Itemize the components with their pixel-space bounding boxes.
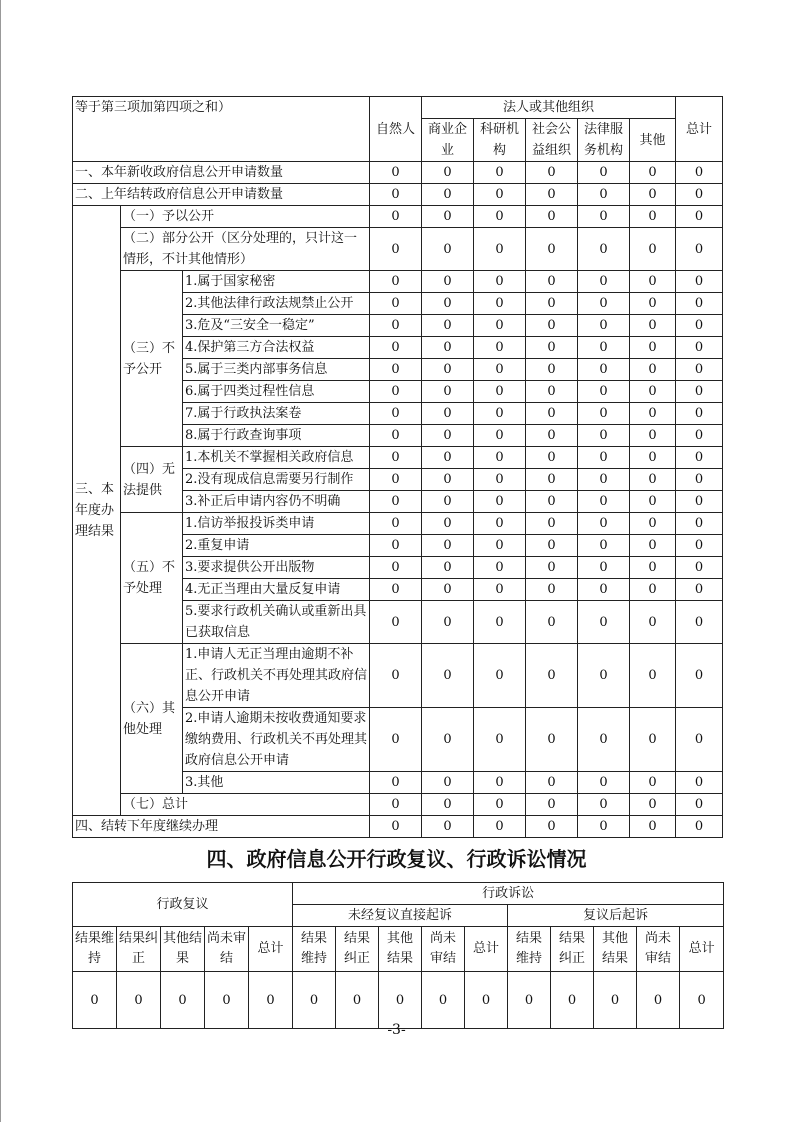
sub-item-label: 3.补正后申请内容仍不明确 — [183, 491, 370, 513]
group-unable: （四）无法提供 — [121, 447, 183, 513]
count-cell: 0 — [680, 972, 724, 1029]
sub-item-label: 2.没有现成信息需要另行制作 — [183, 469, 370, 491]
sub-item-label: 3.要求提供公开出版物 — [183, 557, 370, 579]
count-cell: 0 — [474, 228, 526, 271]
count-cell: 0 — [293, 972, 336, 1029]
group-not-disclosed: （三）不予公开 — [121, 271, 183, 447]
count-cell: 0 — [422, 535, 474, 557]
count-cell: 0 — [526, 708, 578, 772]
count-cell: 0 — [630, 794, 676, 816]
header-corner-cell: 等于第三项加第四项之和） — [73, 97, 370, 162]
count-cell: 0 — [422, 337, 474, 359]
count-cell: 0 — [676, 403, 723, 425]
header-commercial: 商业企业 — [422, 119, 474, 162]
header-total: 总计 — [676, 97, 723, 162]
table-row — [73, 972, 724, 1029]
count-cell: 0 — [630, 708, 676, 772]
column-header: 其他结果 — [379, 927, 422, 972]
column-header: 其他结果 — [161, 927, 205, 972]
count-cell: 0 — [676, 794, 723, 816]
count-cell: 0 — [526, 184, 578, 206]
count-cell: 0 — [474, 425, 526, 447]
count-cell: 0 — [474, 601, 526, 644]
count-cell: 0 — [526, 293, 578, 315]
application-results-table — [72, 96, 723, 838]
table-row — [73, 162, 723, 184]
count-cell: 0 — [630, 337, 676, 359]
count-cell: 0 — [422, 381, 474, 403]
sub-item-label: 3.其他 — [183, 772, 370, 794]
sub-item-label: 5.属于三类内部事务信息 — [183, 359, 370, 381]
row-new-requests: 一、本年新收政府信息公开申请数量 — [73, 162, 370, 184]
count-cell: 0 — [526, 271, 578, 293]
count-cell: 0 — [676, 184, 723, 206]
sub-item-label: 3.危及“三安全一稳定” — [183, 315, 370, 337]
column-header: 总计 — [680, 927, 724, 972]
count-cell: 0 — [370, 816, 422, 838]
header-direct: 未经复议直接起诉 — [293, 905, 508, 927]
column-header: 结果纠正 — [117, 927, 161, 972]
sub-item-label: 7.属于行政执法案卷 — [183, 403, 370, 425]
sub-item-label: 1.信访举报投诉类申请 — [183, 513, 370, 535]
count-cell: 0 — [370, 447, 422, 469]
count-cell: 0 — [474, 535, 526, 557]
count-cell: 0 — [370, 381, 422, 403]
count-cell: 0 — [526, 315, 578, 337]
count-cell: 0 — [422, 228, 474, 271]
count-cell: 0 — [526, 513, 578, 535]
count-cell: 0 — [578, 162, 630, 184]
count-cell: 0 — [370, 337, 422, 359]
header-legal-group: 法人或其他组织 — [422, 97, 676, 119]
count-cell: 0 — [630, 557, 676, 579]
count-cell: 0 — [526, 381, 578, 403]
table-row — [73, 794, 723, 816]
count-cell: 0 — [630, 644, 676, 708]
table-row — [73, 447, 723, 469]
table-row — [73, 816, 723, 838]
count-cell: 0 — [526, 162, 578, 184]
header-review: 行政复议 — [73, 883, 293, 927]
header-other: 其他 — [630, 119, 676, 162]
sub-item-label: 1.申请人无正当理由逾期不补正、行政机关不再处理其政府信息公开申请 — [183, 644, 370, 708]
count-cell: 0 — [578, 337, 630, 359]
count-cell: 0 — [474, 513, 526, 535]
count-cell: 0 — [73, 972, 117, 1029]
count-cell: 0 — [370, 403, 422, 425]
count-cell: 0 — [370, 469, 422, 491]
count-cell: 0 — [630, 315, 676, 337]
sub-item-label: 5.要求行政机关确认或重新出具已获取信息 — [183, 601, 370, 644]
table-row — [73, 184, 723, 206]
sub-item-label: 2.申请人逾期未按收费通知要求缴纳费用、行政机关不再处理其政府信息公开申请 — [183, 708, 370, 772]
count-cell: 0 — [578, 184, 630, 206]
header-research: 科研机构 — [474, 119, 526, 162]
count-cell: 0 — [422, 794, 474, 816]
page-number: -3- — [387, 1022, 406, 1038]
count-cell: 0 — [578, 381, 630, 403]
count-cell: 0 — [630, 447, 676, 469]
count-cell: 0 — [630, 469, 676, 491]
count-cell: 0 — [526, 359, 578, 381]
count-cell: 0 — [551, 972, 594, 1029]
count-cell: 0 — [578, 271, 630, 293]
count-cell: 0 — [676, 293, 723, 315]
count-cell: 0 — [336, 972, 379, 1029]
count-cell: 0 — [474, 403, 526, 425]
count-cell: 0 — [630, 206, 676, 228]
page-edge-line — [0, 0, 1, 1122]
count-cell: 0 — [578, 447, 630, 469]
count-cell: 0 — [578, 228, 630, 271]
count-cell: 0 — [370, 228, 422, 271]
count-cell: 0 — [676, 469, 723, 491]
count-cell: 0 — [370, 708, 422, 772]
count-cell: 0 — [370, 601, 422, 644]
count-cell: 0 — [474, 469, 526, 491]
count-cell: 0 — [578, 491, 630, 513]
count-cell: 0 — [370, 184, 422, 206]
count-cell: 0 — [422, 644, 474, 708]
count-cell: 0 — [370, 557, 422, 579]
count-cell: 0 — [474, 644, 526, 708]
count-cell: 0 — [676, 206, 723, 228]
review-litigation-table — [72, 882, 724, 1029]
count-cell: 0 — [630, 359, 676, 381]
count-cell: 0 — [474, 381, 526, 403]
count-cell: 0 — [422, 425, 474, 447]
count-cell: 0 — [676, 579, 723, 601]
count-cell: 0 — [370, 359, 422, 381]
count-cell: 0 — [630, 601, 676, 644]
count-cell: 0 — [630, 579, 676, 601]
count-cell: 0 — [630, 816, 676, 838]
count-cell: 0 — [422, 359, 474, 381]
count-cell: 0 — [422, 469, 474, 491]
column-header: 尚未审结 — [637, 927, 680, 972]
count-cell: 0 — [422, 491, 474, 513]
count-cell: 0 — [474, 491, 526, 513]
sub-item-label: 2.其他法律行政法规禁止公开 — [183, 293, 370, 315]
count-cell: 0 — [578, 557, 630, 579]
count-cell: 0 — [526, 206, 578, 228]
count-cell: 0 — [474, 557, 526, 579]
header-litigation: 行政诉讼 — [293, 883, 724, 905]
count-cell: 0 — [370, 491, 422, 513]
count-cell: 0 — [422, 271, 474, 293]
count-cell: 0 — [578, 469, 630, 491]
section-4-title: 四、政府信息公开行政复议、行政诉讼情况 — [206, 847, 587, 871]
count-cell: 0 — [578, 403, 630, 425]
count-cell: 0 — [370, 315, 422, 337]
count-cell: 0 — [526, 491, 578, 513]
column-header: 尚未审结 — [422, 927, 465, 972]
count-cell: 0 — [526, 535, 578, 557]
header-row — [73, 97, 723, 119]
count-cell: 0 — [630, 381, 676, 403]
count-cell: 0 — [422, 206, 474, 228]
group-disclosed: （一）予以公开 — [121, 206, 370, 228]
count-cell: 0 — [474, 447, 526, 469]
column-header: 总计 — [465, 927, 508, 972]
header-after-review: 复议后起诉 — [508, 905, 724, 927]
count-cell: 0 — [630, 293, 676, 315]
header-natural-person: 自然人 — [370, 97, 422, 162]
count-cell: 0 — [526, 816, 578, 838]
sub-item-label: 4.保护第三方合法权益 — [183, 337, 370, 359]
count-cell: 0 — [474, 271, 526, 293]
count-cell: 0 — [578, 816, 630, 838]
count-cell: 0 — [526, 469, 578, 491]
count-cell: 0 — [526, 228, 578, 271]
count-cell: 0 — [578, 315, 630, 337]
count-cell: 0 — [370, 772, 422, 794]
count-cell: 0 — [676, 271, 723, 293]
count-cell: 0 — [676, 772, 723, 794]
group-partial: （二）部分公开（区分处理的，只计这一情形，不计其他情形） — [121, 228, 370, 271]
count-cell: 0 — [676, 425, 723, 447]
row-carried-over: 二、上年结转政府信息公开申请数量 — [73, 184, 370, 206]
column-header: 结果维持 — [73, 927, 117, 972]
count-cell: 0 — [526, 644, 578, 708]
count-cell: 0 — [370, 271, 422, 293]
count-cell: 0 — [630, 772, 676, 794]
count-cell: 0 — [630, 228, 676, 271]
count-cell: 0 — [526, 403, 578, 425]
count-cell: 0 — [526, 425, 578, 447]
column-header: 尚未审结 — [205, 927, 249, 972]
count-cell: 0 — [422, 557, 474, 579]
count-cell: 0 — [630, 425, 676, 447]
count-cell: 0 — [474, 816, 526, 838]
count-cell: 0 — [578, 644, 630, 708]
count-cell: 0 — [676, 447, 723, 469]
count-cell: 0 — [676, 513, 723, 535]
column-header: 结果纠正 — [336, 927, 379, 972]
group-not-processed: （五）不予处理 — [121, 513, 183, 644]
count-cell: 0 — [422, 293, 474, 315]
count-cell: 0 — [594, 972, 637, 1029]
column-header: 其他结果 — [594, 927, 637, 972]
count-cell: 0 — [474, 772, 526, 794]
count-cell: 0 — [578, 359, 630, 381]
header-social: 社会公益组织 — [526, 119, 578, 162]
count-cell: 0 — [422, 513, 474, 535]
count-cell: 0 — [422, 315, 474, 337]
count-cell: 0 — [578, 206, 630, 228]
count-cell: 0 — [370, 162, 422, 184]
table-row — [73, 206, 723, 228]
count-cell: 0 — [422, 601, 474, 644]
count-cell: 0 — [578, 535, 630, 557]
count-cell: 0 — [676, 601, 723, 644]
count-cell: 0 — [370, 794, 422, 816]
count-cell: 0 — [379, 972, 422, 1029]
count-cell: 0 — [370, 513, 422, 535]
count-cell: 0 — [578, 579, 630, 601]
count-cell: 0 — [474, 315, 526, 337]
count-cell: 0 — [526, 447, 578, 469]
count-cell: 0 — [205, 972, 249, 1029]
sub-item-label: 6.属于四类过程性信息 — [183, 381, 370, 403]
count-cell: 0 — [370, 535, 422, 557]
header-row — [73, 883, 724, 905]
header-row — [73, 927, 724, 972]
count-cell: 0 — [422, 772, 474, 794]
count-cell: 0 — [676, 535, 723, 557]
count-cell: 0 — [422, 816, 474, 838]
count-cell: 0 — [676, 644, 723, 708]
count-cell: 0 — [526, 794, 578, 816]
sub-item-label: 4.无正当理由大量反复申请 — [183, 579, 370, 601]
count-cell: 0 — [508, 972, 551, 1029]
count-cell: 0 — [526, 772, 578, 794]
sub-item-label: 1.本机关不掌握相关政府信息 — [183, 447, 370, 469]
count-cell: 0 — [526, 337, 578, 359]
count-cell: 0 — [474, 206, 526, 228]
count-cell: 0 — [465, 972, 508, 1029]
count-cell: 0 — [630, 535, 676, 557]
count-cell: 0 — [676, 162, 723, 184]
table-row — [73, 228, 723, 271]
column-header: 结果纠正 — [551, 927, 594, 972]
count-cell: 0 — [422, 162, 474, 184]
count-cell: 0 — [117, 972, 161, 1029]
count-cell: 0 — [578, 425, 630, 447]
column-header: 总计 — [249, 927, 293, 972]
count-cell: 0 — [474, 184, 526, 206]
sub-item-label: 2.重复申请 — [183, 535, 370, 557]
count-cell: 0 — [578, 794, 630, 816]
count-cell: 0 — [422, 972, 465, 1029]
count-cell: 0 — [249, 972, 293, 1029]
table-row — [73, 644, 723, 708]
count-cell: 0 — [630, 403, 676, 425]
table-row — [73, 513, 723, 535]
count-cell: 0 — [676, 337, 723, 359]
count-cell: 0 — [422, 579, 474, 601]
group-other: （六）其他处理 — [121, 644, 183, 794]
count-cell: 0 — [474, 293, 526, 315]
count-cell: 0 — [578, 601, 630, 644]
sub-item-label: 8.属于行政查询事项 — [183, 425, 370, 447]
row-next-year: 四、结转下年度继续办理 — [73, 816, 370, 838]
count-cell: 0 — [630, 491, 676, 513]
count-cell: 0 — [474, 162, 526, 184]
count-cell: 0 — [474, 337, 526, 359]
sub-item-label: 1.属于国家秘密 — [183, 271, 370, 293]
header-legal_service: 法律服务机构 — [578, 119, 630, 162]
count-cell: 0 — [676, 708, 723, 772]
count-cell: 0 — [474, 708, 526, 772]
count-cell: 0 — [630, 184, 676, 206]
count-cell: 0 — [474, 359, 526, 381]
table-row — [73, 271, 723, 293]
count-cell: 0 — [578, 513, 630, 535]
count-cell: 0 — [676, 381, 723, 403]
count-cell: 0 — [578, 293, 630, 315]
count-cell: 0 — [422, 708, 474, 772]
count-cell: 0 — [676, 228, 723, 271]
count-cell: 0 — [526, 601, 578, 644]
count-cell: 0 — [422, 403, 474, 425]
count-cell: 0 — [474, 794, 526, 816]
count-cell: 0 — [630, 162, 676, 184]
count-cell: 0 — [676, 315, 723, 337]
count-cell: 0 — [676, 557, 723, 579]
count-cell: 0 — [370, 579, 422, 601]
count-cell: 0 — [630, 513, 676, 535]
count-cell: 0 — [526, 557, 578, 579]
count-cell: 0 — [370, 206, 422, 228]
count-cell: 0 — [422, 447, 474, 469]
count-cell: 0 — [161, 972, 205, 1029]
count-cell: 0 — [676, 359, 723, 381]
count-cell: 0 — [630, 271, 676, 293]
count-cell: 0 — [676, 491, 723, 513]
count-cell: 0 — [637, 972, 680, 1029]
count-cell: 0 — [370, 425, 422, 447]
count-cell: 0 — [578, 708, 630, 772]
count-cell: 0 — [526, 579, 578, 601]
count-cell: 0 — [370, 293, 422, 315]
count-cell: 0 — [370, 644, 422, 708]
column-header: 结果维持 — [293, 927, 336, 972]
count-cell: 0 — [422, 184, 474, 206]
column-header: 结果维持 — [508, 927, 551, 972]
group-total: （七）总计 — [121, 794, 370, 816]
count-cell: 0 — [474, 579, 526, 601]
count-cell: 0 — [676, 816, 723, 838]
count-cell: 0 — [578, 772, 630, 794]
section-3-label: 三、本年度办理结果 — [73, 206, 121, 816]
